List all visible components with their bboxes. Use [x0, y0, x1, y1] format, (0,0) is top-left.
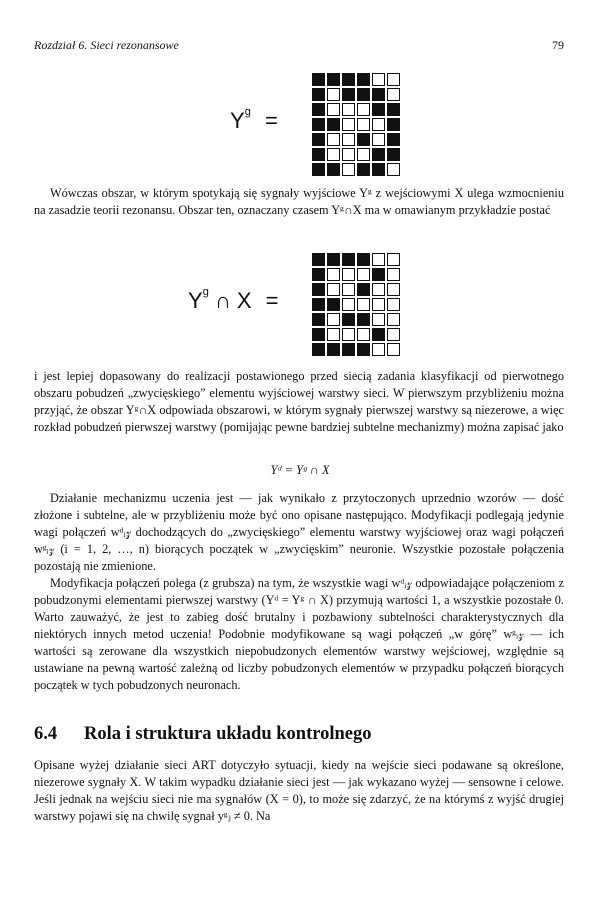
figure-2-cell-r3c4 [357, 283, 370, 296]
running-header [34, 38, 564, 53]
figure-2-cell-r1c6 [387, 253, 400, 266]
figure-2-cell-r5c4 [357, 313, 370, 326]
figure-1-cell-r5c1 [312, 133, 325, 146]
figure-1-matrix [312, 73, 400, 176]
figure-2-cell-r1c1 [312, 253, 325, 266]
figure-2-cell-r2c6 [387, 268, 400, 281]
section-heading [34, 724, 372, 745]
figure-1-cell-r1c3 [342, 73, 355, 86]
figure-2-cell-r6c1 [312, 328, 325, 341]
figure-1-cell-r6c5 [372, 148, 385, 161]
figure-1-cell-r4c1 [312, 118, 325, 131]
figure-1-cell-r3c4 [357, 103, 370, 116]
figure-1-cell-r5c6 [387, 133, 400, 146]
figure-1-cell-r7c3 [342, 163, 355, 176]
figure-1-cell-r7c1 [312, 163, 325, 176]
figure-1-cell-r2c6 [387, 88, 400, 101]
figure-2-cell-r4c1 [312, 298, 325, 311]
figure-2-cell-r4c2 [327, 298, 340, 311]
figure-1-cell-r7c5 [372, 163, 385, 176]
figure-2-cell-r7c4 [357, 343, 370, 356]
figure-2-cell-r6c6 [387, 328, 400, 341]
figure-1-cell-r7c2 [327, 163, 340, 176]
figure-1-cell-r5c3 [342, 133, 355, 146]
paragraph-5: Opisane wyżej działanie sieci ART dotyczyło sytuacji, kiedy na wejście sieci podawane są określone, niezerowe sygnały X. W takim wypadku działanie sieci jest — jak wykazano wyżej — sensowne i celowe. Jeśli jednak na wejściu sieci nie ma sygnałów (X = 0), to może się zdarzyć, że na którymś z wyjść drugiej warstwy pojawi się na chwilę sygnał yᵍⱼ ≠ 0. Na [34, 758, 564, 823]
figure-2-cell-r3c6 [387, 283, 400, 296]
figure-2-cell-r1c5 [372, 253, 385, 266]
section-number: 6.4 [34, 724, 58, 744]
figure-2-cell-r1c2 [327, 253, 340, 266]
figure-1-cell-r3c5 [372, 103, 385, 116]
figure-1-cell-r5c4 [357, 133, 370, 146]
figure-2-cell-r5c2 [327, 313, 340, 326]
figure-1-cell-r4c4 [357, 118, 370, 131]
figure-2-cell-r4c5 [372, 298, 385, 311]
figure-1-cell-r2c1 [312, 88, 325, 101]
figure-2-cell-r2c2 [327, 268, 340, 281]
figure-1-cell-r3c6 [387, 103, 400, 116]
figure-1-cell-r7c4 [357, 163, 370, 176]
paragraph-3: Działanie mechanizmu uczenia jest — jak wynikało z przytoczonych uprzednio wzorów — dość złożone i subtelne, ale w przybliżeniu może być ono opisane następująco. Modyfikacji podlegają jedynie wagi połączeń wᵈᵢ𝓏 dochodzących do „zwycięskiego” elementu warstwy wyjściowej oraz wagi połączeń wᵍᵢ𝓏 (i = 1, 2, …, n) biorących początek w „zwycięskim” neuronie. Wszystkie pozostałe połączenia pozostają nie zmienione. Modyfikacja połączeń polega (z grubsza) na tym, że wszystkie wagi wᵈᵢ𝓏 odpowiadające połączeniom z pobudzonymi elementami pierwszej warstwy (Yᵈ = Yᵍ ∩ X) przymują wartości 1, a wszystkie pozostałe 0. Warto zauważyć, że jest to zabieg dość brutalny i pozbawiony subtelności charakterystycznych dla niektórych innych metod uczenia! Podobnie modyfikowane są wagi połączeń „w górę” wᵍᵢ𝓏 — ich wartości są zerowane dla wszystkich niepobudzonych elementów warstwy wejściowej, względnie są ustawiane na pewną wartość zależną od liczby pobudzonych elementów w przypadku połączeń biorących początek w tych pobudzonych neuronach. [34, 491, 564, 692]
figure-2-cell-r5c6 [387, 313, 400, 326]
figure-1-cell-r2c4 [357, 88, 370, 101]
figure-1-cell-r5c5 [372, 133, 385, 146]
equation-yd: Yᵈ = Yᵍ ∩ X [270, 463, 330, 477]
paragraph-1: Wówczas obszar, w którym spotykają się sygnały wyjściowe Yᵍ z wejściowymi X ulega wzmocnieniu na zasadzie teorii rezonansu. Obszar ten, oznaczany czasem Yᵍ∩X ma w omawianym przykładzie postać [34, 186, 564, 217]
figure-2-cell-r7c2 [327, 343, 340, 356]
figure-1-cell-r5c2 [327, 133, 340, 146]
figure-1-cell-r4c3 [342, 118, 355, 131]
figure-2-cell-r1c3 [342, 253, 355, 266]
figure-1-cell-r1c6 [387, 73, 400, 86]
figure-2-cell-r4c6 [387, 298, 400, 311]
figure-1-cell-r2c2 [327, 88, 340, 101]
figure-2-cell-r1c4 [357, 253, 370, 266]
figure-2-cell-r2c5 [372, 268, 385, 281]
figure-2-cell-r7c5 [372, 343, 385, 356]
figure-2-cell-r5c3 [342, 313, 355, 326]
figure-1-cell-r7c6 [387, 163, 400, 176]
section-title: Rola i struktura układu kontrolnego [84, 724, 372, 744]
figure-2-matrix [312, 253, 400, 356]
figure-2-cell-r3c3 [342, 283, 355, 296]
figure-1-cell-r1c1 [312, 73, 325, 86]
figure-2-cell-r4c4 [357, 298, 370, 311]
figure-1-cell-r3c1 [312, 103, 325, 116]
figure-2-cell-r6c3 [342, 328, 355, 341]
figure-2-cell-r5c5 [372, 313, 385, 326]
figure-2-cell-r6c2 [327, 328, 340, 341]
figure-1-cell-r6c4 [357, 148, 370, 161]
figure-2-cell-r2c4 [357, 268, 370, 281]
figure-2-cell-r2c3 [342, 268, 355, 281]
figure-2-cell-r3c5 [372, 283, 385, 296]
figure-1-cell-r2c3 [342, 88, 355, 101]
figure-1-cell-r3c3 [342, 103, 355, 116]
figure-1-cell-r6c1 [312, 148, 325, 161]
figure-1-cell-r1c5 [372, 73, 385, 86]
figure-2-cell-r6c4 [357, 328, 370, 341]
figure-1-cell-r2c5 [372, 88, 385, 101]
figure-2-cell-r3c1 [312, 283, 325, 296]
page-number: 79 [552, 38, 564, 52]
figure-2-cell-r7c6 [387, 343, 400, 356]
figure-1-cell-r3c2 [327, 103, 340, 116]
figure-2-cell-r2c1 [312, 268, 325, 281]
figure-1-cell-r1c4 [357, 73, 370, 86]
figure-2-cell-r4c3 [342, 298, 355, 311]
figure-1-cell-r4c6 [387, 118, 400, 131]
figure-1-cell-r6c3 [342, 148, 355, 161]
figure-1-cell-r6c2 [327, 148, 340, 161]
figure-1-cell-r4c5 [372, 118, 385, 131]
figure-2-label: $Y^g$ ∩ X = [188, 286, 279, 313]
chapter-title: Rozdział 6. Sieci rezonansowe [34, 38, 179, 52]
figure-1-cell-r6c6 [387, 148, 400, 161]
figure-1-label: $Y^g$ = [230, 106, 278, 133]
paragraph-2: i jest lepiej dopasowany do realizacji postawionego przed siecią zadania klasyfikacji od pierwotnego obszaru pobudzeń „zwycięskiego” elementu wyjściowej warstwy sieci. W pierwszym przybliżeniu można przyjąć, że obszar Yᵍ∩X odpowiada obszarowi, w którym sygnały pierwszej warstwy są niezerowe, a więc rozkład pobudzeń pierwszej warstwy (pomijając pewne bardziej subtelne mechanizmy) można zapisać jako [34, 369, 564, 434]
figure-1-cell-r4c2 [327, 118, 340, 131]
figure-2-cell-r7c3 [342, 343, 355, 356]
figure-2-cell-r3c2 [327, 283, 340, 296]
figure-2-cell-r6c5 [372, 328, 385, 341]
figure-2-cell-r5c1 [312, 313, 325, 326]
figure-2-cell-r7c1 [312, 343, 325, 356]
figure-1-cell-r1c2 [327, 73, 340, 86]
